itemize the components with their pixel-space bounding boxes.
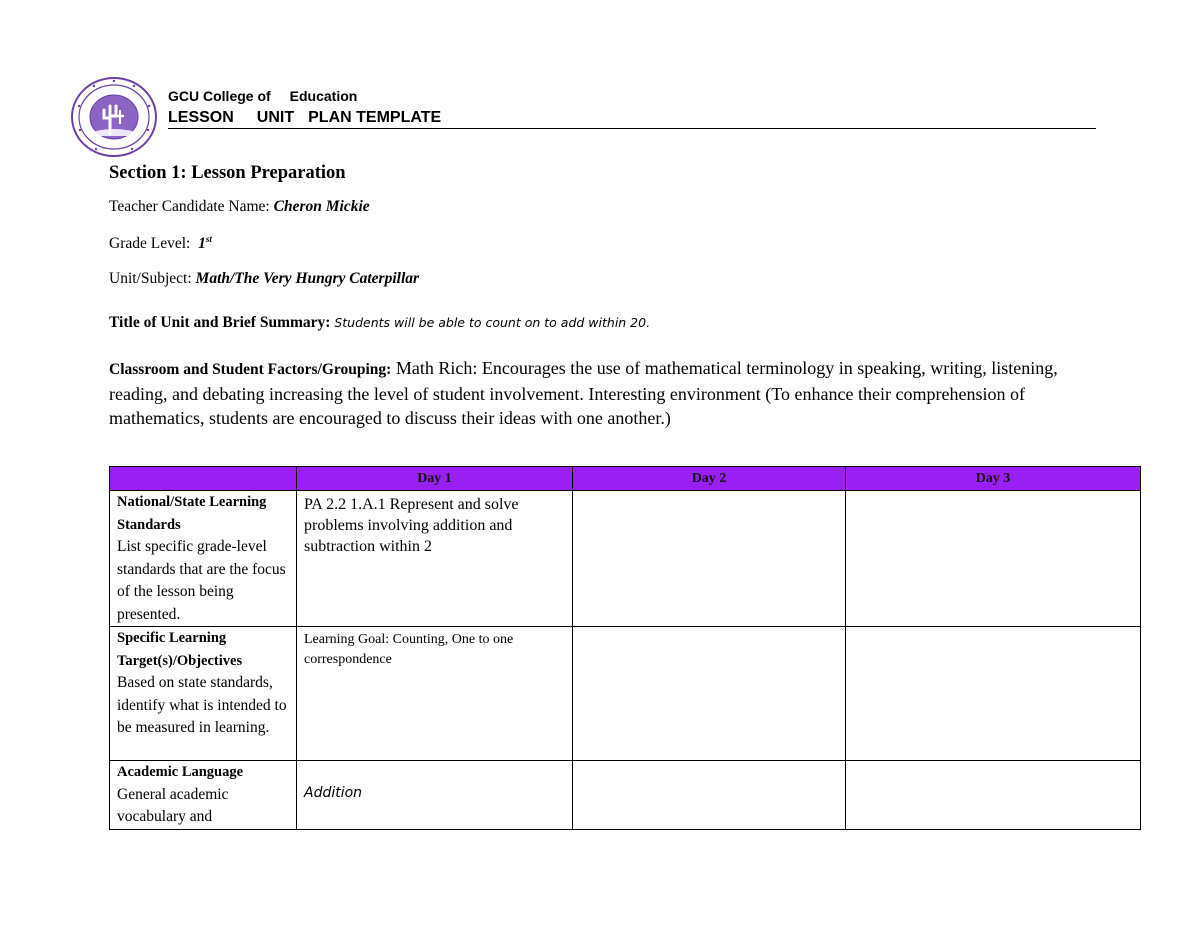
row-label-bold: National/State Learning Standards (117, 494, 267, 533)
cell-day-3[interactable] (846, 761, 1141, 830)
template-word-plan: PLAN TEMPLATE (308, 109, 442, 126)
row-label-bold: Specific Learning Target(s)/Objectives (117, 630, 243, 669)
row-label-text: Based on state standards, identify what is intended to be measured in learning. (117, 674, 287, 736)
unit-title-line (109, 314, 650, 332)
classroom-factors (109, 356, 1059, 430)
unit-subject-line (109, 270, 419, 288)
row-label-standards (110, 491, 297, 627)
row-label-text: List specific grade-level standards that are the focus of the lesson being presented. (117, 538, 286, 623)
unit-value: Math/The Very Hungry Caterpillar (195, 270, 420, 287)
cell-day-2[interactable] (573, 761, 846, 830)
cell-day-1[interactable]: Addition (297, 761, 573, 830)
row-label-academic-language (110, 761, 297, 830)
header-blank (110, 467, 297, 491)
cell-day-1[interactable]: PA 2.2 1.A.1 Represent and solve problems involving addition and subtraction within 2 (297, 491, 573, 627)
cell-day-2[interactable] (573, 491, 846, 627)
table-row (110, 491, 1141, 627)
cell-day-2[interactable] (573, 627, 846, 761)
grade-label: Grade Level: (109, 235, 191, 253)
factors-text: Math Rich: Encourages the use of mathematical terminology in speaking, writing, listening, reading, and debating increasing the level of student involvement. Interesting environment (To enhance their comprehension of mathematics, students are encouraged to discuss their ideas with one another.) (109, 358, 1058, 428)
document-header (168, 88, 1096, 129)
table-header-row (110, 467, 1141, 491)
teacher-name-line (109, 198, 370, 216)
row-label-bold: Academic Language (117, 764, 244, 780)
header-day-1: Day 1 (297, 467, 573, 491)
gcu-seal-logo (70, 76, 158, 158)
cell-day-3[interactable] (846, 491, 1141, 627)
cell-day-1[interactable]: Learning Goal: Counting, One to one correspondence (297, 627, 573, 761)
teacher-value: Cheron Mickie (273, 198, 370, 215)
header-day-3: Day 3 (846, 467, 1141, 491)
factors-label: Classroom and Student Factors/Grouping: (109, 361, 392, 378)
row-label-objectives (110, 627, 297, 761)
grade-value: 1 (198, 235, 206, 253)
row-label-text: General academic vocabulary and (117, 785, 229, 825)
title-value: Students will be able to count on to add within 20. (334, 315, 651, 330)
grade-level-line (109, 234, 212, 253)
teacher-label: Teacher Candidate Name: (109, 198, 270, 215)
unit-label: Unit/Subject: (109, 270, 192, 287)
table-row (110, 627, 1141, 761)
table-row (110, 761, 1141, 830)
template-word-unit: UNIT (256, 109, 295, 126)
college-name-right: Education (289, 88, 358, 104)
lesson-plan-table (109, 466, 1141, 830)
template-word-lesson: LESSON (168, 109, 234, 126)
template-title (168, 108, 1096, 129)
college-name-left: GCU College of (168, 88, 271, 104)
section-title: Section 1: Lesson Preparation (109, 163, 346, 183)
header-day-2: Day 2 (573, 467, 846, 491)
cell-day-3[interactable] (846, 627, 1141, 761)
title-label: Title of Unit and Brief Summary: (109, 314, 331, 331)
grade-sup: st (205, 234, 212, 244)
college-name (168, 88, 1096, 108)
